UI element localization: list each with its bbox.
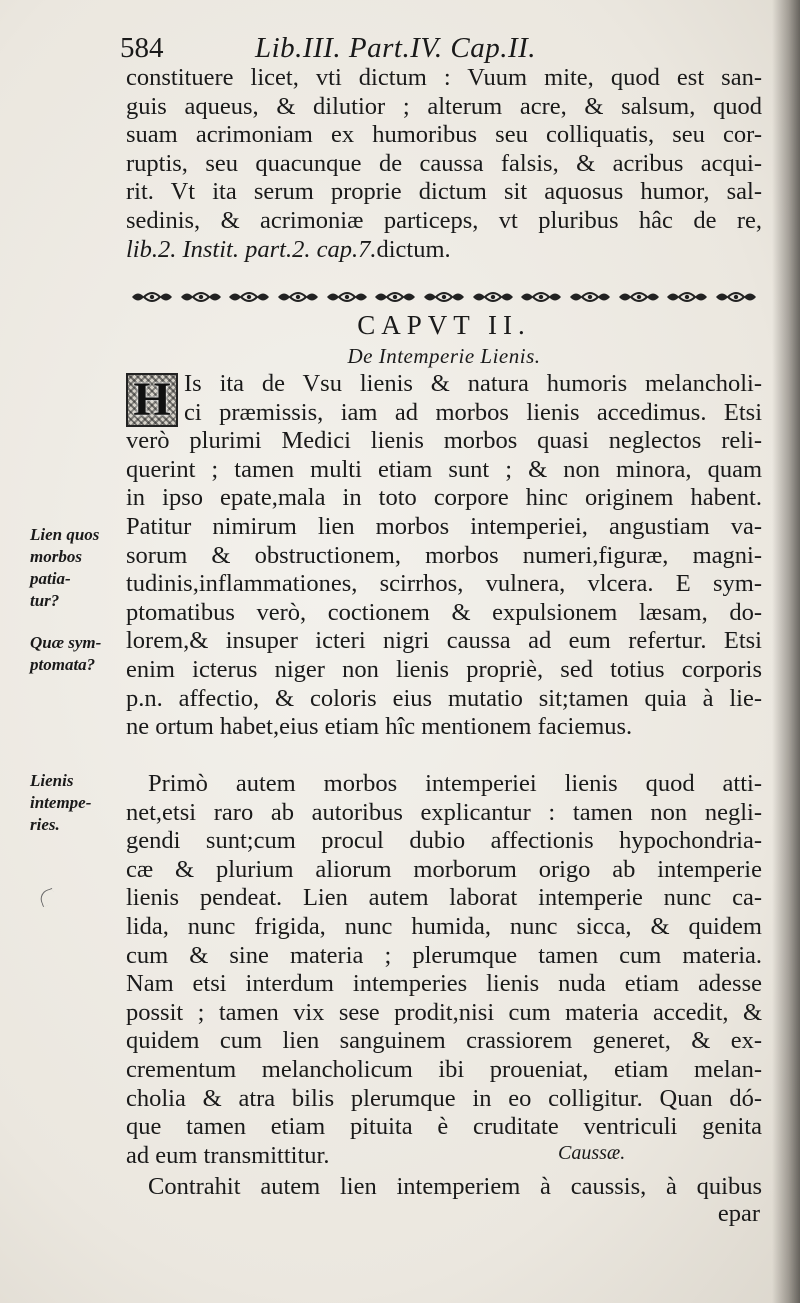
- text-line: sorum & obstructionem, morbos numeri,figuræ, magni-: [126, 541, 762, 569]
- text-line: lienis pendeat. Lien autem laborat intemperie nunc ca-: [126, 884, 762, 912]
- text-line: gendi sunt;cum procul dubio affectionis hypochondria-: [126, 827, 762, 855]
- text-line: ad eum transmittitur.: [126, 1141, 330, 1169]
- text-line: in ipso epate,mala in toto corpore hinc originem habent.: [126, 484, 762, 512]
- text-line: possit ; tamen vix sese prodit,nisi cum materia accedit, &: [126, 998, 762, 1026]
- text-line: enim icterus niger non lienis propriè, sed totius corporis: [126, 655, 762, 683]
- fleuron-ornament: [665, 289, 709, 305]
- text-line: constituere licet, vti dictum : Vuum mite, quod est san-: [126, 64, 762, 91]
- text-line: quidem cum lien sanguinem crassiorem generet, & ex-: [126, 1027, 762, 1055]
- text-line: Nam etsi interdum intemperies lienis nuda etiam adesse: [126, 970, 762, 998]
- text-line: que tamen etiam pituita è cruditate ventriculi genita: [126, 1113, 762, 1141]
- fleuron-ornament: [471, 289, 515, 305]
- margin-note-line: ptomata?: [30, 655, 96, 674]
- text-line: crementum melancholicum ibi proueniat, etiam melan-: [126, 1055, 762, 1083]
- text-line: ne ortum habet,eius etiam hîc mentionem faciemus.: [126, 713, 633, 741]
- initial-letter: H: [133, 373, 171, 426]
- fleuron-ornament: [276, 289, 320, 305]
- paragraph-1: [126, 370, 762, 742]
- side-note-causae: Caussæ.: [558, 1142, 626, 1164]
- text-line: Primò autem morbos intemperiei lienis quod atti-: [148, 770, 762, 797]
- text-line: verò plurimi Medici lienis morbos quasi neglectos reli-: [126, 427, 762, 455]
- margin-note-line: intempe-: [30, 793, 92, 812]
- text-line: querint ; tamen multi etiam sunt ; & non minora, quam: [126, 455, 762, 483]
- running-title: Lib.III. Part.IV. Cap.II.: [255, 32, 537, 64]
- text-line: lorem,& insuper icteri nigri caussa ad eum refertur. Etsi: [126, 627, 762, 655]
- margin-note-morbi: [30, 524, 120, 612]
- fleuron-ornament: [422, 289, 466, 305]
- margin-note-line: Lienis: [30, 771, 74, 790]
- fleuron-ornament: [714, 289, 758, 305]
- page-edge-shadow: [772, 0, 800, 1303]
- fleuron-ornament: [617, 289, 661, 305]
- page-number: 584: [120, 32, 164, 64]
- fleuron-ornament: [568, 289, 612, 305]
- ornamental-rule: [130, 286, 758, 308]
- text-line: tudinis,inflammationes, scirrhos, vulnera, vlcera. E sym-: [126, 570, 762, 598]
- text-line: Is ita de Vsu lienis & natura humoris melancholi-: [184, 370, 762, 397]
- margin-note-line: Quæ sym-: [30, 633, 102, 652]
- text-line: [126, 236, 762, 265]
- text-line: ptomatibus verò, coctionem & expulsionem læsam, do-: [126, 598, 762, 626]
- margin-note-line: ries.: [30, 815, 60, 834]
- margin-note-line: tur?: [30, 591, 60, 610]
- text-line: Contrahit autem lien intemperiem à caussis, à quibus: [148, 1173, 762, 1200]
- text-line: lida, nunc frigida, nunc humida, nunc sicca, & quidem: [126, 912, 762, 940]
- text-line: suam acrimoniam ex humoribus seu colliquatis, seu cor-: [126, 121, 762, 149]
- text-line: guis aqueus, & dilutior ; alterum acre, & salsum, quod: [126, 92, 762, 120]
- text-line: p.n. affectio, & coloris eius mutatio sit;tamen quia à lie-: [126, 684, 762, 712]
- margin-note-intemperies: [30, 770, 120, 836]
- fleuron-ornament: [179, 289, 223, 305]
- margin-note-symptomata: [30, 632, 120, 676]
- paragraph-2: [126, 770, 762, 1170]
- text-line: cum & sine materia ; plerumque tamen cum materia.: [126, 941, 762, 969]
- fleuron-ornament: [325, 289, 369, 305]
- citation-tail: dictum.: [376, 235, 451, 263]
- margin-note-line: patia-: [30, 569, 71, 588]
- text-line: sedinis, & acrimoniæ particeps, vt pluribus hâc de re,: [126, 206, 762, 234]
- text-line: rit. Vt ita serum proprie dictum sit aquosus humor, sal-: [126, 178, 762, 206]
- text-line: ruptis, seu quacunque de caussa falsis, & acribus acqui-: [126, 149, 762, 177]
- opening-text: [126, 64, 762, 264]
- chapter-subtitle: De Intemperie Lienis.: [347, 344, 541, 368]
- text-line: Patitur nimirum lien morbos intemperiei, angustiam va-: [126, 512, 762, 540]
- fleuron-ornament: [519, 289, 563, 305]
- text-line: ci præmissis, iam ad morbos lienis accedimus. Etsi: [184, 398, 762, 426]
- text-line: cholia & atra bilis plerumque in eo colligitur. Quan dó-: [126, 1084, 762, 1112]
- margin-note-line: Lien quos: [30, 525, 100, 544]
- fleuron-ornament: [227, 289, 271, 305]
- fleuron-ornament: [130, 289, 174, 305]
- text-line: cæ & plurium aliorum morborum origo ab intemperie: [126, 855, 762, 883]
- catchword: epar: [717, 1200, 760, 1227]
- chapter-title: CAPVT II.: [357, 310, 531, 340]
- margin-note-line: morbos: [30, 547, 82, 566]
- text-line: net,etsi raro ab autoribus explicantur : tamen non negli-: [126, 798, 762, 826]
- citation-reference: lib.2. Instit. part.2. cap.7.: [126, 235, 377, 263]
- paragraph-3: [126, 1173, 762, 1202]
- fleuron-ornament: [373, 289, 417, 305]
